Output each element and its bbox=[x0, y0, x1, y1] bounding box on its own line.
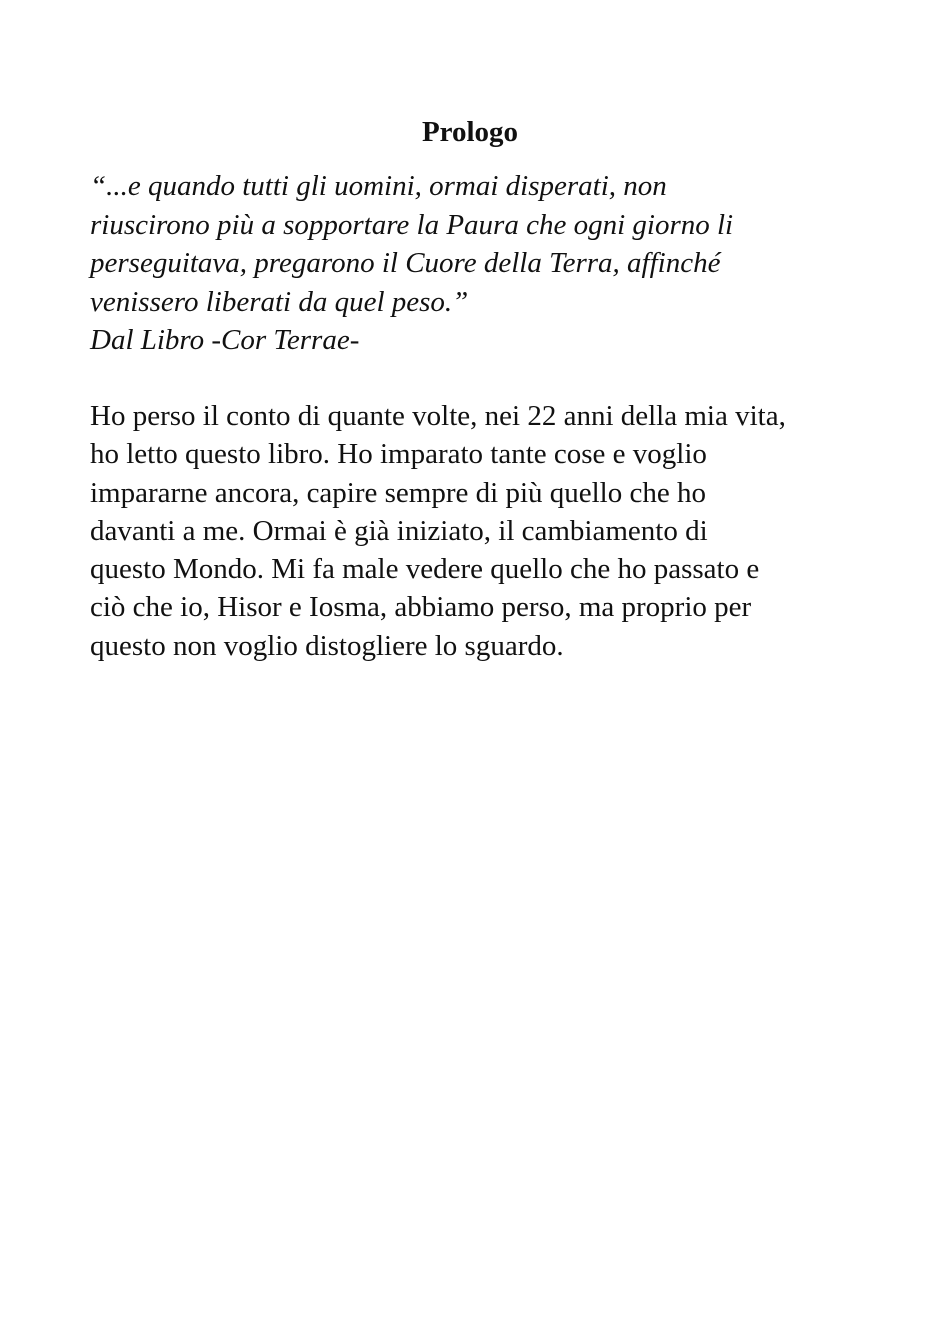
paragraph-line: Ho perso il conto di quante volte, nei 22 anni della mia vita, bbox=[90, 400, 786, 432]
paragraph-line: questo non voglio distogliere lo sguardo. bbox=[90, 629, 564, 662]
paragraph-line: ho letto questo libro. Ho imparato tante cose e voglio bbox=[90, 438, 707, 471]
epigraph-source: Dal Libro -Cor Terrae- bbox=[90, 324, 360, 356]
epigraph-line: perseguitava, pregarono il Cuore della Terra, affinché bbox=[90, 247, 721, 279]
paragraph-line: impararne ancora, capire sempre di più quello che ho bbox=[90, 476, 706, 509]
epigraph-line: venissero liberati da quel peso.” bbox=[90, 285, 469, 318]
epigraph-line: “...e quando tutti gli uomini, ormai disperati, non bbox=[90, 170, 667, 202]
paragraph-line: davanti a me. Ormai è già iniziato, il cambiamento di bbox=[90, 514, 708, 547]
paragraph-line: questo Mondo. Mi fa male vedere quello che ho passato e bbox=[90, 553, 760, 586]
body-paragraph bbox=[90, 397, 880, 665]
epigraph-line: riuscirono più a sopportare la Paura che ogni giorno li bbox=[90, 208, 734, 241]
chapter-title: Prologo bbox=[421, 116, 519, 148]
paragraph-line: ciò che io, Hisor e Iosma, abbiamo perso, ma proprio per bbox=[90, 591, 752, 624]
epigraph bbox=[90, 167, 880, 360]
